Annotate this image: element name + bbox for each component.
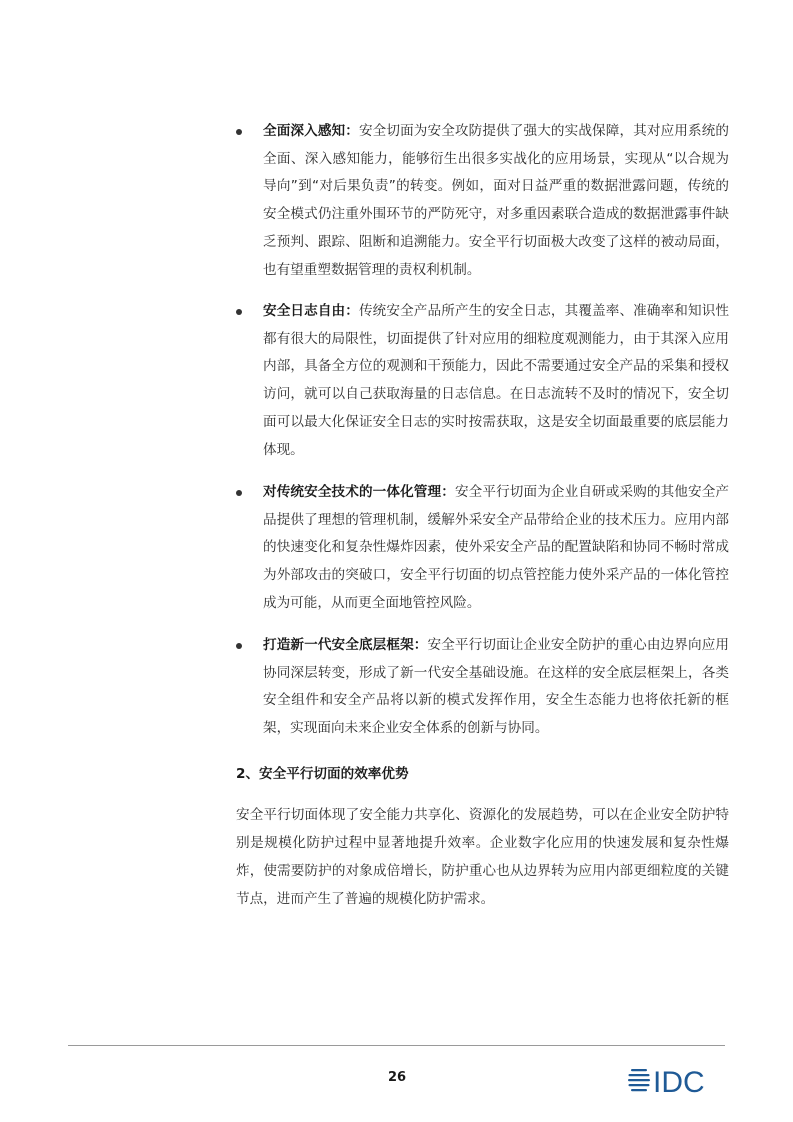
- bullet-text: [263, 298, 729, 464]
- bullet-line: 安全平行切面让企业安全防护的重心由边界向应用: [427, 637, 730, 653]
- bullet-title: 打造新一代安全底层框架：: [263, 637, 428, 653]
- bullet-line: 访问，就可以自己获取海量的日志信息。在日志流转不及时的情况下，安全切: [263, 386, 729, 403]
- bullet-line: 面可以最大化保证安全日志的实时按需获取，这是安全切面最重要的底层能力: [263, 413, 729, 430]
- bullet-line: 体现。: [263, 441, 304, 458]
- idc-logo: [628, 1064, 726, 1096]
- page-number: 26: [387, 1070, 407, 1085]
- paragraph-line: 安全平行切面体现了安全能力共享化、资源化的发展趋势，可以在企业安全防护特: [236, 807, 729, 823]
- bullet-line: 都有很大的局限性，切面提供了针对应用的细粒度观测能力，由于其深入应用: [263, 330, 729, 347]
- bullet-title: 安全日志自由：: [263, 303, 359, 319]
- bullet-line: 品提供了理想的管理机制，缓解外采安全产品带给企业的技术压力。应用内部: [263, 511, 729, 528]
- bullet-line: 面，也有望重塑数据管理的责权利机制。: [263, 233, 730, 278]
- bullet-line: 全面、深入感知能力，能够衍生出很多实战化的应用场景，实现从“以合规为: [263, 150, 729, 167]
- bullet-dot-icon: [236, 490, 242, 496]
- bullet-line: 的安全模式仍注重外围环节的严防死守，对多重因素联合造成的数据泄露事件: [263, 178, 729, 223]
- bullet-line: 传统安全产品所产生的安全日志，其覆盖率、准确率和知识性: [358, 303, 730, 319]
- bullet-line: 安全平行切面为企业自研或采购的其他安全产: [454, 484, 730, 500]
- body-paragraph: [236, 801, 729, 913]
- bullet-text: [263, 479, 729, 618]
- bullet-line: 成为可能，从而更全面地管控风险。: [263, 594, 481, 611]
- paragraph-line: 炸，使需要防护的对象成倍增长，防护重心也从边界转为应用内部更细粒度的关键: [236, 863, 729, 879]
- paragraph-line: 别是规模化防护过程中显著地提升效率。企业数字化应用的快速发展和复杂性爆: [236, 835, 729, 851]
- bullet-dot-icon: [236, 129, 242, 135]
- bullet-line: 的快速变化和复杂性爆炸因素，使外采安全产品的配置缺陷和协同不畅时常成: [263, 539, 729, 556]
- bullet-line: 协同深层转变，形成了新一代安全基础设施。在这样的安全底层框架上，各类: [263, 664, 729, 681]
- bullet-title: 对传统安全技术的一体化管理：: [263, 484, 455, 500]
- bullet-line: 导向”到“对后果负责”的转变。例如，面对日益严重的数据泄露问题，传统: [263, 178, 716, 195]
- footer-divider: [68, 1045, 725, 1046]
- bullet-dot-icon: [236, 309, 242, 315]
- bullet-line: 安全组件和安全产品将以新的模式发挥作用，安全生态能力也将依托新的框: [263, 692, 729, 709]
- bullet-line: 为外部攻击的突破口，安全平行切面的切点管控能力使外采产品的一体化管控: [263, 567, 729, 584]
- bullet-text: [263, 632, 729, 743]
- bullet-title: 全面深入感知：: [263, 123, 359, 139]
- bullet-line: 架，实现面向未来企业安全体系的创新与协同。: [263, 720, 549, 737]
- paragraph-line: 节点，进而产生了普遍的规模化防护需求。: [236, 891, 495, 907]
- bullet-line: 缺乏预判、跟踪、阻断和追溯能力。安全平行切面极大改变了这样的被动局: [263, 206, 729, 250]
- section-heading: 2、安全平行切面的效率优势: [236, 766, 409, 782]
- bullet-text: [263, 118, 729, 284]
- bullet-line: 内部，具备全方位的观测和干预能力，因此不需要通过安全产品的采集和授权: [263, 358, 729, 375]
- idc-logo-text: IDC: [653, 1066, 705, 1096]
- idc-logo-globe-icon: [628, 1069, 650, 1091]
- bullet-dot-icon: [236, 643, 242, 649]
- bullet-line: 安全切面为安全攻防提供了强大的实战保障，其对应用系统的: [358, 123, 730, 139]
